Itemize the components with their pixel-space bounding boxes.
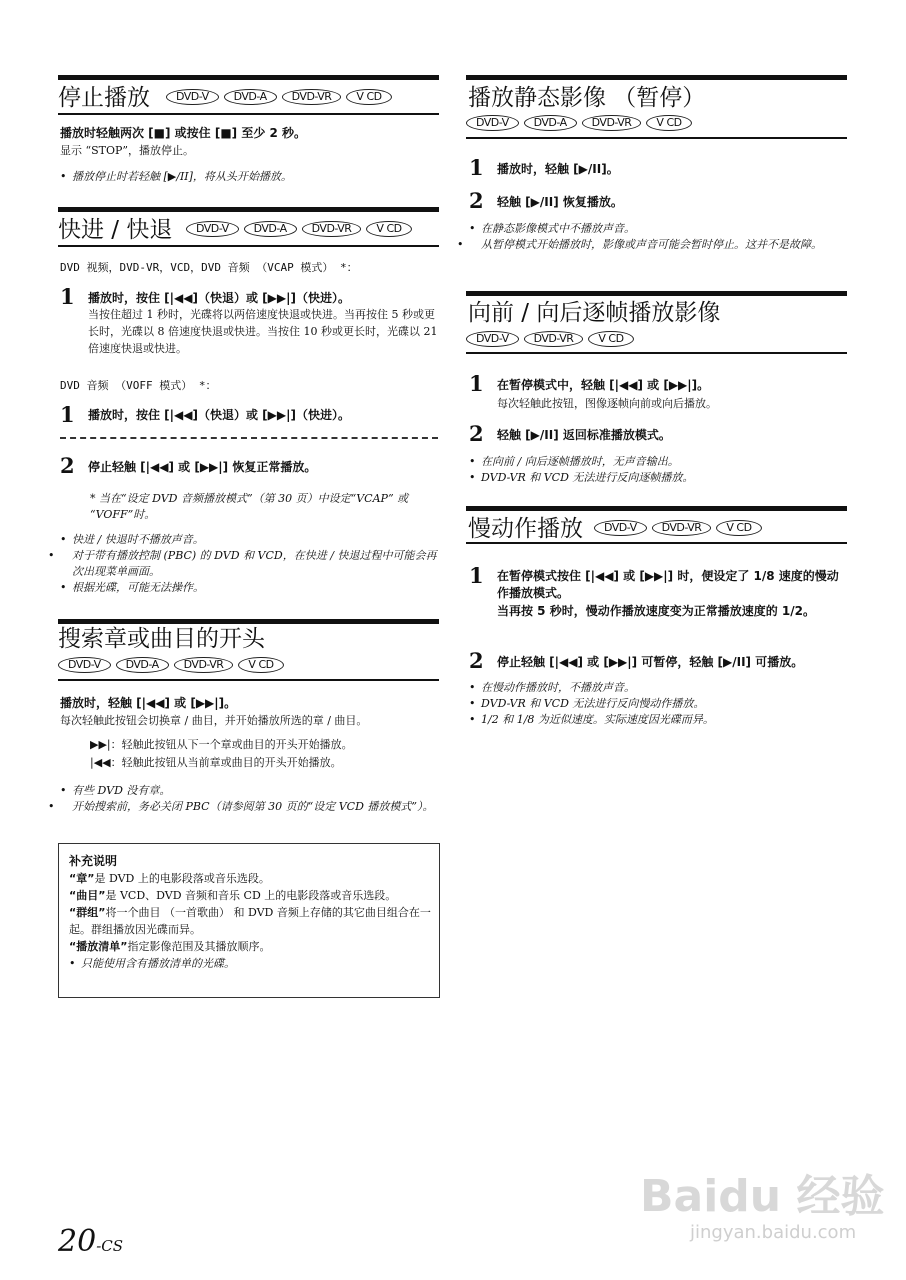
note-text: 开始搜索前，务必关闭 PBC（请参阅第 30 页的“设定 VCD 播放模式”）。 <box>72 800 434 813</box>
baidu-watermark-logo: Baidu 经验 <box>640 1171 885 1222</box>
note-text: 在慢动作播放时，不播放声音。 <box>481 681 635 694</box>
definition <box>69 904 431 938</box>
section-rule <box>58 207 439 212</box>
note-text: 在向前 / 向后逐帧播放时，无声音输出。 <box>481 455 679 468</box>
disc-badges <box>594 520 762 536</box>
badge-dvd-v: DVD-V <box>466 115 519 131</box>
note-text: 有些 DVD 没有章。 <box>72 784 171 797</box>
ff-step2: 停止轻触 [|◀◀] 或 [▶▶|] 恢复正常播放。 <box>88 460 317 474</box>
definition <box>69 938 431 955</box>
definition-text: 是 DVD 上的电影段落或音乐选段。 <box>94 872 270 885</box>
step-number: 2 <box>469 648 484 673</box>
supplement-title: 补充说明 <box>69 854 118 868</box>
note-text: 根据光碟，可能无法操作。 <box>72 581 204 594</box>
disc-badges <box>466 331 634 347</box>
term: “播放清单” <box>69 940 128 953</box>
note-item: • 只能使用含有播放清单的光碟。 <box>69 957 235 970</box>
note-item: • 对于带有播放控制 (PBC) 的 DVD 和 VCD，在快进 / 快退过程中可能会再次出现菜单画面。 <box>48 549 437 578</box>
page-suffix: -CS <box>96 1237 124 1255</box>
note-item: • 快进 / 快退时不播放声音。 <box>60 533 204 546</box>
slow-step2: 停止轻触 [|◀◀] 或 [▶▶|] 可暂停，轻触 [▶/II] 可播放。 <box>497 655 804 669</box>
note-item: • 开始搜索前，务必关闭 PBC（请参阅第 30 页的“设定 VCD 播放模式”）。 <box>48 800 434 813</box>
search-detail: 每次轻触此按钮会切换章 / 曲目，并开始播放所选的章 / 曲目。 <box>60 714 368 727</box>
page-number <box>58 1224 123 1259</box>
definition-text: 是 VCD、DVD 音频和音乐 CD 上的电影段落或音乐选段。 <box>105 889 397 902</box>
badge-vcd: V CD <box>238 657 283 673</box>
ff-mode1: DVD 视频，DVD-VR，VCD，DVD 音频 （VCAP 模式） *： <box>60 261 358 274</box>
stop-note: • 播放停止时若轻触 [▶/II]，将从头开始播放。 <box>60 170 292 183</box>
badge-dvd-vr: DVD-VR <box>174 657 234 673</box>
section-rule <box>466 75 847 80</box>
section-rule <box>58 679 439 681</box>
definition-text: 将一个曲目 （一首歌曲） 和 DVD 音频上存储的其它曲目组合在一起。群组播放因光碟而异。 <box>69 906 431 936</box>
term: “群组” <box>69 906 106 919</box>
note-item: • 根据光碟，可能无法操作。 <box>60 581 204 594</box>
step-number: 2 <box>60 453 75 478</box>
step-number: 1 <box>60 284 75 309</box>
definition <box>69 870 431 887</box>
note-item: • 有些 DVD 没有章。 <box>60 784 171 797</box>
section-rule <box>466 542 847 544</box>
note-item: • 在慢动作播放时，不播放声音。 <box>469 681 635 694</box>
slow-title: 慢动作播放 <box>468 516 583 542</box>
frame-step1: 在暂停模式中，轻触 [|◀◀] 或 [▶▶|]。 <box>497 378 710 392</box>
note-text: 快进 / 快退时不播放声音。 <box>72 533 204 546</box>
badge-dvd-a: DVD-A <box>524 115 577 131</box>
note-text: DVD-VR 和 VCD 无法进行反向慢动作播放。 <box>481 697 705 710</box>
badge-vcd: V CD <box>366 221 411 237</box>
definition <box>69 887 431 904</box>
section-rule <box>466 506 847 511</box>
step-number: 1 <box>60 402 75 427</box>
badge-vcd: V CD <box>346 89 391 105</box>
badge-dvd-v: DVD-V <box>166 89 219 105</box>
section-rule <box>58 113 439 115</box>
search-prev: |◀◀：轻触此按钮从当前章或曲目的开头开始播放。 <box>90 756 342 769</box>
pause-title: 播放静态影像 （暂停） <box>468 85 706 111</box>
badge-dvd-a: DVD-A <box>116 657 169 673</box>
disc-badges <box>186 221 412 237</box>
ff-footnote: * 当在“设定 DVD 音频播放模式”（第 30 页）中设定“VCAP” 或 “VOFF”时。 <box>90 492 409 521</box>
step-number: 1 <box>469 155 484 180</box>
note-item: • 从暂停模式开始播放时，影像或声音可能会暂时停止。这并不是故障。 <box>457 238 822 251</box>
search-title: 搜索章或曲目的开头 <box>58 626 265 652</box>
section-rule <box>58 619 439 624</box>
note-item: • DVD-VR 和 VCD 无法进行反向慢动作播放。 <box>469 697 705 710</box>
badge-dvd-vr: DVD-VR <box>302 221 362 237</box>
note-text: 从暂停模式开始播放时，影像或声音可能会暂时停止。这并不是故障。 <box>481 238 822 251</box>
badge-vcd: V CD <box>716 520 761 536</box>
note-item: • DVD-VR 和 VCD 无法进行反向逐帧播放。 <box>469 471 694 484</box>
stop-detail: 显示 “STOP”，播放停止。 <box>60 144 195 157</box>
supplement-body <box>69 870 431 972</box>
ff-notes <box>48 532 438 596</box>
section-rule <box>58 245 439 247</box>
note-item: • 1/2 和 1/8 为近似速度。实际速度因光碟而异。 <box>469 713 714 726</box>
dashed-divider <box>60 437 438 439</box>
frame-step2: 轻触 [▶/II] 返回标准播放模式。 <box>497 428 671 442</box>
note-text: 1/2 和 1/8 为近似速度。实际速度因光碟而异。 <box>481 713 714 726</box>
frame-notes <box>469 454 847 486</box>
term: “曲目” <box>69 889 106 902</box>
note-text: 对于带有播放控制 (PBC) 的 DVD 和 VCD，在快进 / 快退过程中可能会再次出现菜单画面。 <box>72 549 437 578</box>
page-number-value: 20 <box>58 1224 97 1259</box>
badge-dvd-a: DVD-A <box>224 89 277 105</box>
slow-step1-b: 当再按 5 秒时，慢动作播放速度变为正常播放速度的 1/2。 <box>497 604 815 618</box>
disc-badges <box>58 657 284 673</box>
disc-badges <box>466 115 692 131</box>
stop-title: 停止播放 <box>58 85 150 111</box>
badge-vcd: V CD <box>588 331 633 347</box>
badge-dvd-v: DVD-V <box>186 221 239 237</box>
step-number: 2 <box>469 188 484 213</box>
search-instruction: 播放时，轻触 [|◀◀] 或 [▶▶|]。 <box>60 696 237 710</box>
badge-dvd-v: DVD-V <box>466 331 519 347</box>
step-number: 1 <box>469 563 484 588</box>
badge-dvd-vr: DVD-VR <box>282 89 342 105</box>
ff-step1b: 播放时，按住 [|◀◀]（快退）或 [▶▶|]（快进）。 <box>88 408 350 422</box>
note-text: DVD-VR 和 VCD 无法进行反向逐帧播放。 <box>481 471 694 484</box>
badge-dvd-vr: DVD-VR <box>524 331 584 347</box>
badge-dvd-vr: DVD-VR <box>652 520 712 536</box>
ff-title: 快进 / 快退 <box>58 217 173 243</box>
term: “章” <box>69 872 95 885</box>
section-rule <box>466 291 847 296</box>
supplement-box <box>58 843 440 998</box>
section-rule <box>58 75 439 80</box>
badge-dvd-v: DVD-V <box>58 657 111 673</box>
disc-badges <box>166 89 392 105</box>
note-item: • 在向前 / 向后逐帧播放时，无声音输出。 <box>469 455 679 468</box>
baidu-watermark-url: jingyan.baidu.com <box>690 1222 857 1243</box>
definition-text: 指定影像范围及其播放顺序。 <box>127 940 271 953</box>
frame-title: 向前 / 向后逐帧播放影像 <box>468 300 721 326</box>
slow-notes <box>469 680 847 728</box>
badge-vcd: V CD <box>646 115 691 131</box>
step-number: 1 <box>469 371 484 396</box>
badge-dvd-vr: DVD-VR <box>582 115 642 131</box>
note-item: • 在静态影像模式中不播放声音。 <box>469 222 635 235</box>
frame-step1-detail: 每次轻触此按钮，图像逐帧向前或向后播放。 <box>497 397 717 410</box>
search-notes <box>48 783 438 815</box>
note-text: 在静态影像模式中不播放声音。 <box>481 222 635 235</box>
section-rule <box>466 352 847 354</box>
stop-instruction: 播放时轻触两次 [■] 或按住 [■] 至少 2 秒。 <box>60 126 307 140</box>
section-rule <box>466 137 847 139</box>
ff-step1-detail: 当按住超过 1 秒时，光碟将以两倍速度快退或快进。当再按住 5 秒或更长时，光碟以 8 倍速度快退或快进。当按住 10 秒或更长时，光碟以 21 倍速度快退或快进。 <box>88 308 438 355</box>
badge-dvd-a: DVD-A <box>244 221 297 237</box>
note-text: 播放停止时若轻触 [▶/II]，将从头开始播放。 <box>72 170 292 183</box>
ff-step1: 播放时，按住 [|◀◀]（快退）或 [▶▶|]（快进）。 <box>88 291 350 305</box>
note-text: 只能使用含有播放清单的光碟。 <box>81 957 235 970</box>
search-next: ▶▶|：轻触此按钮从下一个章或曲目的开头开始播放。 <box>90 738 353 751</box>
pause-notes <box>457 221 847 253</box>
pause-step2: 轻触 [▶/II] 恢复播放。 <box>497 195 623 209</box>
badge-dvd-v: DVD-V <box>594 520 647 536</box>
slow-step1: 在暂停模式按住 [|◀◀] 或 [▶▶|] 时，便设定了 1/8 速度的慢动作播放模式。 <box>497 569 839 600</box>
step-number: 2 <box>469 421 484 446</box>
pause-step1: 播放时，轻触 [▶/II]。 <box>497 162 619 176</box>
ff-mode2: DVD 音频 （VOFF 模式） *： <box>60 379 217 392</box>
